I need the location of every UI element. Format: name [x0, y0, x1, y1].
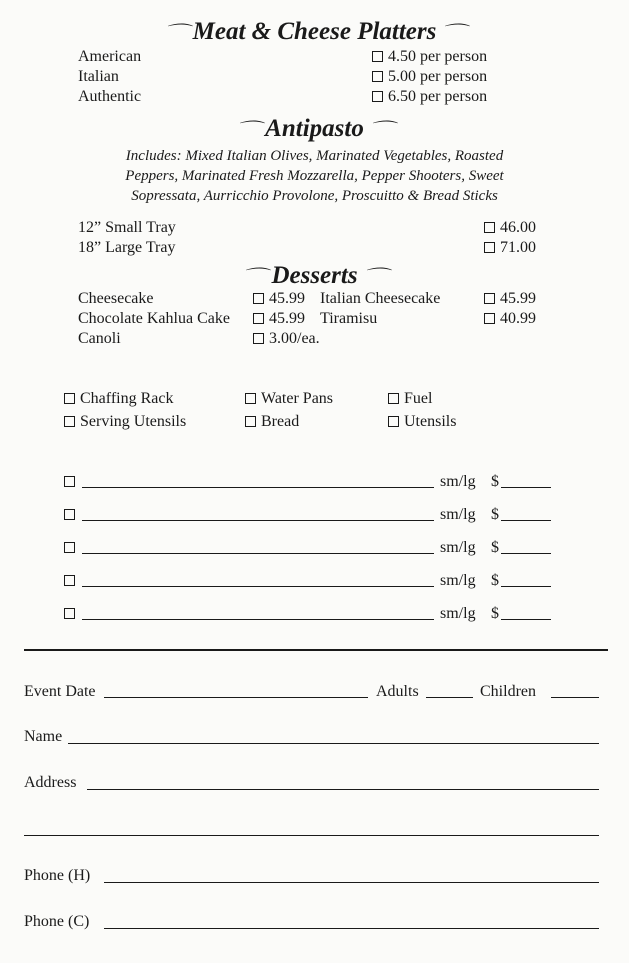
ornament-right-icon: ⌒ [361, 268, 388, 286]
custom-item-field[interactable] [82, 553, 434, 554]
checkbox-icon[interactable] [484, 242, 495, 253]
price-field[interactable] [501, 487, 551, 488]
address-line-2-field[interactable] [24, 835, 599, 836]
phone-cell-field[interactable] [104, 928, 599, 929]
desserts-title: Desserts [271, 262, 358, 289]
antipasto-item-name: 18” Large Tray [78, 239, 176, 256]
children-field[interactable] [551, 697, 599, 698]
custom-item-field[interactable] [82, 520, 434, 521]
antipasto-price: 46.00 [500, 219, 536, 236]
children-label: Children [480, 683, 536, 700]
dessert-price-option[interactable] [484, 289, 536, 309]
extra-option[interactable] [245, 389, 333, 409]
dessert-price-option[interactable] [253, 289, 305, 309]
extra-option[interactable] [245, 412, 299, 432]
platter-name: American [78, 48, 142, 65]
platter-price-option[interactable] [372, 67, 487, 87]
address-field[interactable] [87, 789, 599, 790]
platters-title: Meat & Cheese Platters [192, 18, 437, 45]
dessert-price: 45.99 [269, 290, 305, 307]
platter-price: 5.00 per person [388, 68, 488, 85]
antipasto-price-option[interactable] [484, 218, 536, 238]
checkbox-icon[interactable] [372, 71, 383, 82]
dessert-name: Canoli [78, 330, 121, 347]
antipasto-description-line: Sopressata, Aurricchio Provolone, Proscuitto & Bread Sticks [131, 188, 498, 204]
price-field[interactable] [501, 586, 551, 587]
size-label: sm/lg [440, 605, 476, 622]
currency-symbol: $ [491, 605, 499, 622]
dessert-name: Cheesecake [78, 290, 154, 307]
antipasto-price-option[interactable] [484, 238, 536, 258]
checkbox-icon[interactable] [253, 293, 264, 304]
extra-option[interactable] [388, 389, 432, 409]
currency-symbol: $ [491, 572, 499, 589]
custom-item-field[interactable] [82, 586, 434, 587]
antipasto-heading [0, 115, 629, 144]
dessert-price: 40.99 [500, 310, 536, 327]
address-label: Address [24, 774, 77, 791]
platters-heading [0, 18, 629, 47]
antipasto-price: 71.00 [500, 239, 536, 256]
dessert-price-option[interactable] [253, 309, 305, 329]
extra-label: Serving Utensils [80, 413, 187, 430]
dessert-name: Tiramisu [320, 310, 378, 327]
size-label: sm/lg [440, 506, 476, 523]
custom-item-field[interactable] [82, 487, 434, 488]
extra-option[interactable] [64, 389, 173, 409]
antipasto-description-line: Includes: Mixed Italian Olives, Marinated Vegetables, Roasted [125, 148, 504, 164]
checkbox-icon[interactable] [245, 416, 256, 427]
currency-symbol: $ [491, 473, 499, 490]
checkbox-icon[interactable] [388, 416, 399, 427]
dessert-price-option[interactable] [253, 329, 320, 349]
phone-cell-label: Phone (C) [24, 913, 90, 930]
platter-price: 4.50 per person [388, 48, 488, 65]
phone-home-label: Phone (H) [24, 867, 91, 884]
adults-label: Adults [376, 683, 419, 700]
checkbox-icon[interactable] [64, 393, 75, 404]
extra-option[interactable] [388, 412, 456, 432]
adults-field[interactable] [426, 697, 473, 698]
ornament-left-icon: ⌒ [162, 24, 189, 42]
checkbox-icon[interactable] [388, 393, 399, 404]
price-field[interactable] [501, 619, 551, 620]
checkbox-icon[interactable] [245, 393, 256, 404]
extra-label: Chaffing Rack [80, 390, 174, 407]
phone-home-field[interactable] [104, 882, 599, 883]
price-field[interactable] [501, 553, 551, 554]
checkbox-icon[interactable] [253, 333, 264, 344]
dessert-price-option[interactable] [484, 309, 536, 329]
dessert-price: 45.99 [269, 310, 305, 327]
currency-symbol: $ [491, 506, 499, 523]
ornament-right-icon: ⌒ [368, 121, 394, 139]
name-label: Name [24, 728, 63, 745]
price-field[interactable] [501, 520, 551, 521]
checkbox-icon[interactable] [64, 416, 75, 427]
section-divider [24, 649, 608, 651]
antipasto-item-name: 12” Small Tray [78, 219, 176, 236]
extra-option[interactable] [64, 412, 186, 432]
size-label: sm/lg [440, 473, 476, 490]
ornament-left-icon: ⌒ [241, 268, 268, 286]
dessert-price: 3.00/ea. [269, 330, 320, 347]
checkbox-icon[interactable] [64, 476, 75, 487]
platter-name: Authentic [78, 88, 142, 105]
checkbox-icon[interactable] [253, 313, 264, 324]
dessert-name: Italian Cheesecake [320, 290, 441, 307]
size-label: sm/lg [440, 539, 476, 556]
platter-price-option[interactable] [372, 47, 487, 67]
checkbox-icon[interactable] [64, 575, 75, 586]
ornament-left-icon: ⌒ [235, 121, 261, 139]
size-label: sm/lg [440, 572, 476, 589]
checkbox-icon[interactable] [64, 509, 75, 520]
platter-name: Italian [78, 68, 119, 85]
desserts-heading [0, 262, 629, 291]
ornament-right-icon: ⌒ [440, 24, 467, 42]
antipasto-title: Antipasto [265, 115, 364, 142]
checkbox-icon[interactable] [64, 542, 75, 553]
extra-label: Bread [261, 413, 300, 430]
dessert-price: 45.99 [500, 290, 536, 307]
extra-label: Fuel [404, 390, 433, 407]
custom-item-field[interactable] [82, 619, 434, 620]
extra-label: Water Pans [261, 390, 334, 407]
checkbox-icon[interactable] [64, 608, 75, 619]
checkbox-icon[interactable] [484, 293, 495, 304]
extra-label: Utensils [404, 413, 457, 430]
currency-symbol: $ [491, 539, 499, 556]
platter-price: 6.50 per person [388, 88, 488, 105]
event-date-label: Event Date [24, 683, 96, 700]
dessert-name: Chocolate Kahlua Cake [78, 310, 230, 327]
checkbox-icon[interactable] [372, 91, 383, 102]
platter-price-option[interactable] [372, 87, 487, 107]
antipasto-description-line: Peppers, Marinated Fresh Mozzarella, Pepper Shooters, Sweet [125, 168, 504, 184]
checkbox-icon[interactable] [484, 313, 495, 324]
checkbox-icon[interactable] [484, 222, 495, 233]
checkbox-icon[interactable] [372, 51, 383, 62]
event-date-field[interactable] [104, 697, 368, 698]
name-field[interactable] [68, 743, 599, 744]
